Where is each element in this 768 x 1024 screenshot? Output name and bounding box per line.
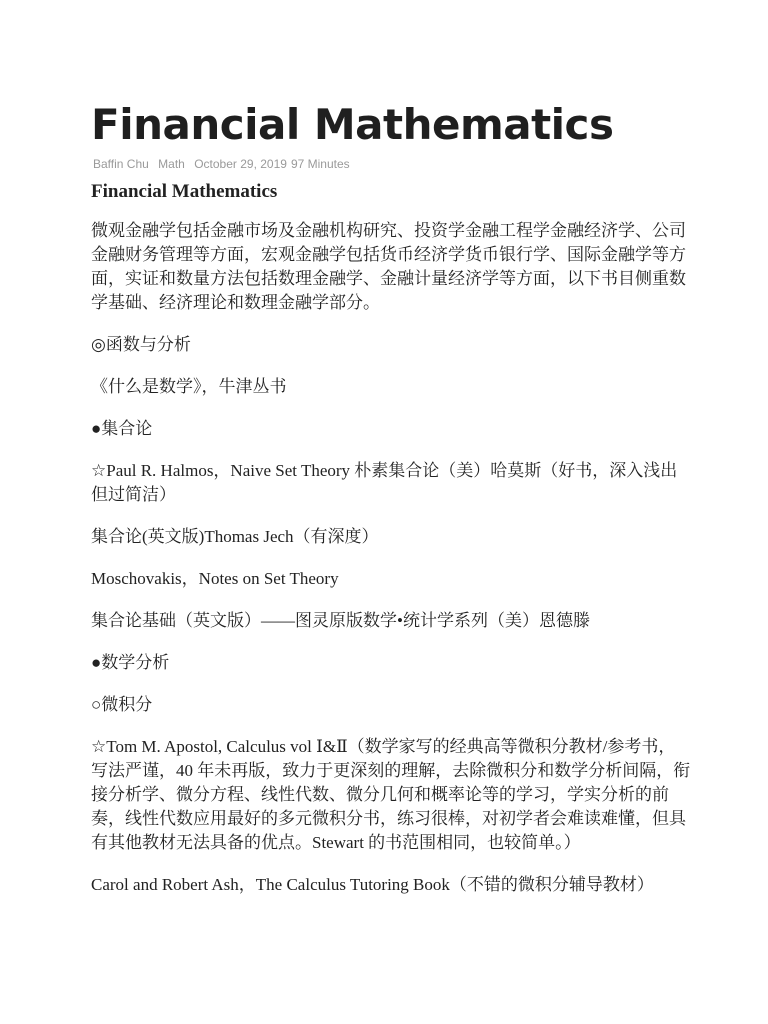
author-link[interactable]: Baffin Chu: [93, 157, 149, 171]
book-item: Moschovakis，Notes on Set Theory: [91, 569, 339, 588]
section-heading-set-theory: ●集合论: [91, 419, 153, 438]
section-heading-functions-analysis: ◎函数与分析: [91, 335, 191, 354]
article-meta: [93, 157, 356, 171]
publish-date: October 29, 2019: [194, 157, 287, 171]
book-item: 《什么是数学》，牛津丛书: [91, 377, 287, 396]
book-item: 集合论基础（英文版）——图灵原版数学•统计学系列（美）恩德滕: [91, 611, 590, 630]
book-item: 集合论(英文版)Thomas Jech（有深度）: [91, 527, 379, 546]
book-item: Carol and Robert Ash，The Calculus Tutoring Book（不错的微积分辅导教材）: [91, 875, 654, 894]
book-item: ☆Tom M. Apostol, Calculus vol Ⅰ&Ⅱ（数学家写的经典高等微积分教材/参考书，写法严谨，40 年未再版，致力于更深刻的理解，去除微积分和数学分析间隔，衔接分析学、微分方程、线性代数、微分几何和概率论等的学习，学实分析的前奏，线性代数应用最好的多元微积分书，练习很棒，对初学者会难读难懂，但具有其他教材无法具备的优点。Stewart 的书范围相同，也较简单。）: [91, 737, 691, 852]
article-title: Financial Mathematics: [91, 100, 614, 149]
book-item: ☆Paul R. Halmos，Naive Set Theory 朴素集合论（美）哈莫斯（好书，深入浅出但过简洁）: [91, 461, 678, 504]
subsection-heading-calculus: ○微积分: [91, 695, 153, 714]
article-subheading: Financial Mathematics: [91, 181, 278, 202]
category-link[interactable]: Math: [158, 157, 185, 171]
read-time: 97 Minutes: [290, 157, 350, 171]
article-body: [91, 180, 691, 915]
section-heading-math-analysis: ●数学分析: [91, 653, 170, 672]
paragraph-intro: 微观金融学包括金融市场及金融机构研究、投资学金融工程学金融经济学、公司金融财务管理等方面，宏观金融学包括货币经济学货币银行学、国际金融学等方面，实证和数量方法包括数理金融学、金融计量经济学等方面，以下书目侧重数学基础、经济理论和数理金融学部分。: [91, 221, 686, 312]
